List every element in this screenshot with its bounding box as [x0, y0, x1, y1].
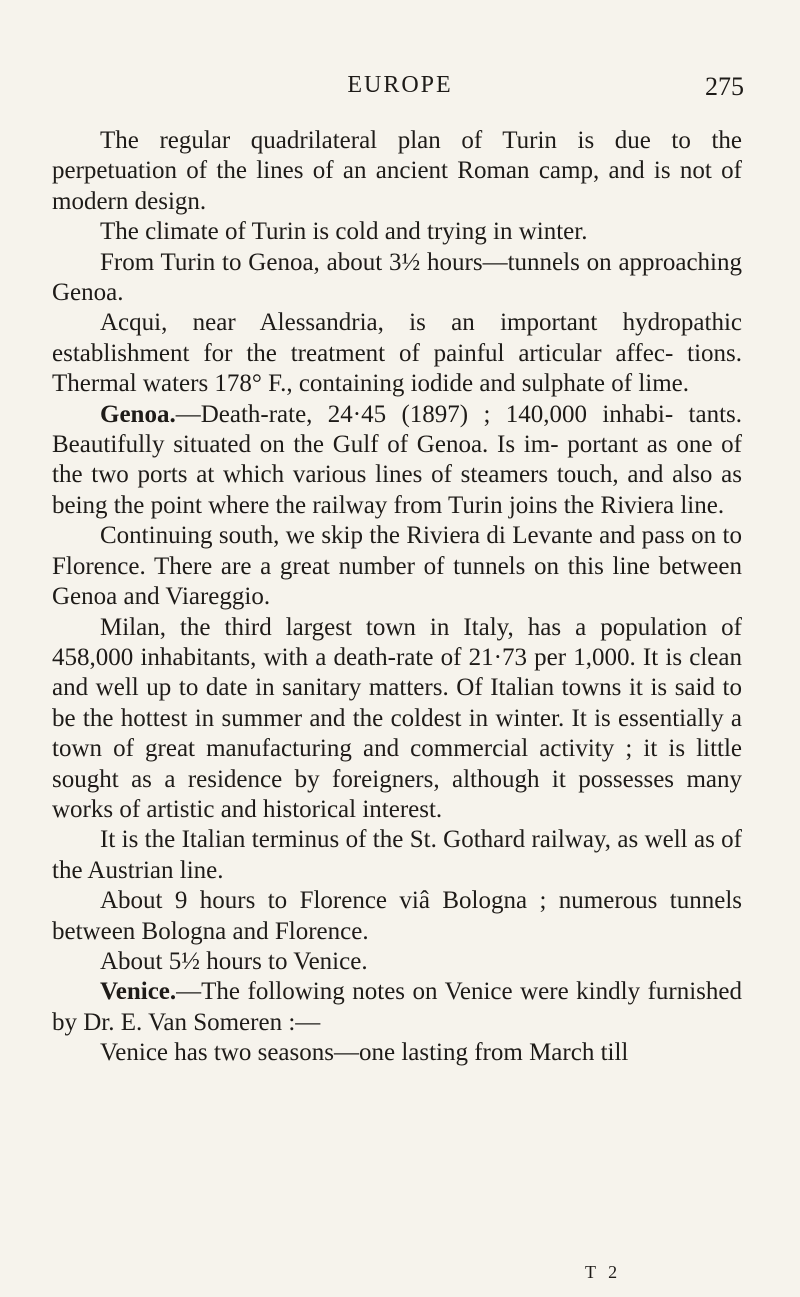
paragraph-genoa — [52, 400, 742, 522]
paragraph — [52, 248, 742, 309]
paragraph-text: Milan, the third largest town in Italy, has a population of 458,000 inhabitants, with a death-rate of 21·73 per 1,000. It is clean and well up to date in sanitary matters. Of Italian towns it is said to be the hottest in summer and the coldest in winter. It is essentially a town of great manufacturing and commercial activity ; it is little sought as a residence by foreigners, although it possesses many works of artistic and historical interest. — [52, 613, 742, 823]
signature-mark: T 2 — [585, 1262, 622, 1282]
paragraph — [52, 217, 742, 247]
running-head: EUROPE — [347, 72, 453, 98]
paragraph — [52, 825, 742, 886]
paragraph-text: Continuing south, we skip the Riviera di Levante and pass on to Florence. There are a great number of tunnels on this line between Genoa and Viareggio. — [52, 522, 742, 611]
paragraph-text: From Turin to Genoa, about 3½ hours—tunnels on approaching Genoa. — [52, 248, 742, 307]
paragraph-text: Acqui, near Alessandria, is an important hydropathic establishment for the treatment of painful articular affec- tions. Thermal waters 178° F., containing iodide and sulphate of lime. — [52, 309, 742, 398]
paragraph — [52, 308, 742, 399]
paragraph-venice — [52, 977, 742, 1038]
paragraph-text: —Death-rate, 24·45 (1897) ; 140,000 inhabi- tants. Beautifully situated on the Gulf of Genoa. Is im- portant as one of the two ports at which various lines of steamers touch, and also as being the point where the railway from Turin joins the Riviera line. — [52, 400, 742, 519]
paragraph — [52, 947, 742, 977]
paragraph-text: The climate of Turin is cold and trying in winter. — [100, 218, 588, 246]
paragraph-text: The regular quadrilateral plan of Turin is due to the perpetuation of the lines of an ancient Roman camp, and is not of modern design. — [52, 127, 742, 215]
paragraph-text: About 9 hours to Florence viâ Bologna ; numerous tunnels between Bologna and Florence. — [52, 887, 742, 945]
paragraph-text: —The following notes on Venice were kindly furnished by Dr. E. Van Someren :— — [52, 978, 742, 1036]
paragraph-lead: Genoa. — [100, 400, 176, 428]
paragraph-milan — [52, 613, 742, 826]
paragraph-text: About 5½ hours to Venice. — [100, 947, 368, 975]
page-header — [0, 68, 800, 108]
body-text — [52, 126, 742, 1069]
paragraph — [52, 1038, 742, 1068]
paragraph-text: It is the Italian terminus of the St. Gothard railway, as well as of the Austrian line. — [52, 826, 742, 884]
page-number: 275 — [705, 72, 744, 101]
paragraph-lead: Venice. — [100, 978, 177, 1006]
paragraph-text: Venice has two seasons—one lasting from March till — [100, 1039, 629, 1067]
paragraph — [52, 126, 742, 217]
paragraph — [52, 521, 742, 612]
paragraph — [52, 886, 742, 947]
